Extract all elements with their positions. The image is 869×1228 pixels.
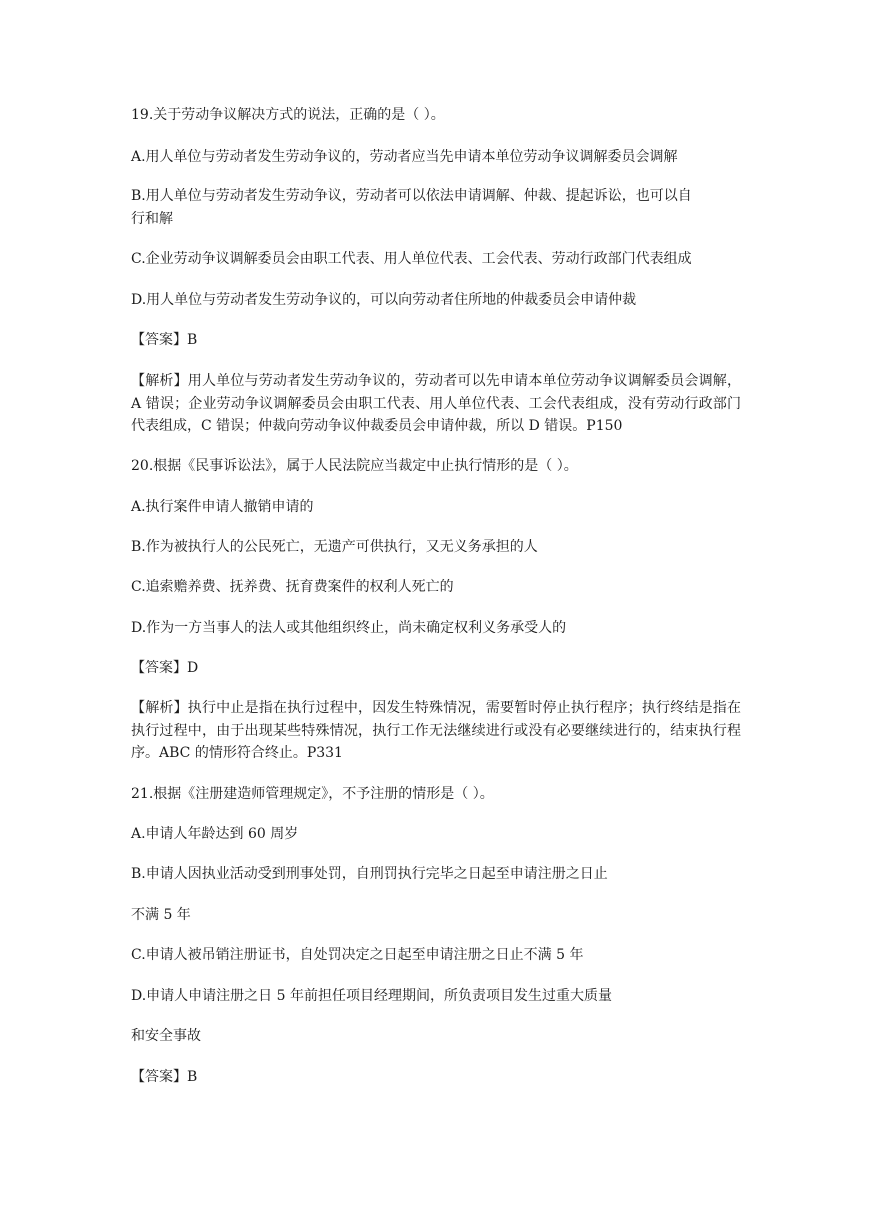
q19-answer: 【答案】B xyxy=(131,332,198,348)
q21-option-a: A.申请人年龄达到 60 周岁 xyxy=(131,826,299,842)
q19-option-b-line1: B.用人单位与劳动者发生劳动争议，劳动者可以依法申请调解、仲裁、提起诉讼，也可以自 xyxy=(131,188,692,204)
q20-option-b: B.作为被执行人的公民死亡，无遗产可供执行，又无义务承担的人 xyxy=(131,539,538,555)
q19-option-d: D.用人单位与劳动者发生劳动争议的，可以向劳动者住所地的仲裁委员会申请仲裁 xyxy=(131,292,637,308)
q19-analysis: 【解析】用人单位与劳动者发生劳动争议的，劳动者可以先申请本单位劳动争议调解委员会调解，A 错误；企业劳动争议调解委员会由职工代表、用人单位代表、工会代表组成，没有劳动行政部门代表组成，C 错误；仲裁向劳动争议仲裁委员会申请仲裁，所以 D 错误。P150 xyxy=(131,373,741,434)
q19-question: 19.关于劳动争议解决方式的说法，正确的是（ ）。 xyxy=(131,107,445,123)
q20-answer: 【答案】D xyxy=(131,660,199,676)
q19-option-a: A.用人单位与劳动者发生劳动争议的，劳动者应当先申请本单位劳动争议调解委员会调解 xyxy=(131,149,678,165)
q21-option-b-line1: B.申请人因执业活动受到刑事处罚，自刑罚执行完毕之日起至申请注册之日止 xyxy=(131,866,608,882)
q21-option-d-line1: D.申请人申请注册之日 5 年前担任项目经理期间，所负责项目发生过重大质量 xyxy=(131,988,612,1004)
q20-option-c: C.追索赡养费、抚养费、抚育费案件的权利人死亡的 xyxy=(131,579,454,595)
q19-option-c: C.企业劳动争议调解委员会由职工代表、用人单位代表、工会代表、劳动行政部门代表组成 xyxy=(131,251,692,267)
q21-answer: 【答案】B xyxy=(131,1069,198,1085)
q19-option-b-line2: 行和解 xyxy=(131,211,173,227)
q20-analysis: 【解析】执行中止是指在执行过程中，因发生特殊情况，需要暂时停止执行程序；执行终结是指在执行过程中，由于出现某些特殊情况，执行工作无法继续进行或没有必要继续进行的，结束执行程序。ABC 的情形符合终止。P331 xyxy=(131,700,741,761)
q21-option-d-line2: 和安全事故 xyxy=(131,1028,201,1044)
q21-question: 21.根据《注册建造师管理规定》，不予注册的情形是（ ）。 xyxy=(131,786,494,802)
q21-option-c: C.申请人被吊销注册证书，自处罚决定之日起至申请注册之日止不满 5 年 xyxy=(131,947,584,963)
q20-question: 20.根据《民事诉讼法》，属于人民法院应当裁定中止执行情形的是（ ）。 xyxy=(131,458,578,474)
q20-option-a: A.执行案件申请人撤销申请的 xyxy=(131,499,314,515)
q21-option-b-line2: 不满 5 年 xyxy=(131,907,191,923)
q20-option-d: D.作为一方当事人的法人或其他组织终止，尚未确定权利义务承受人的 xyxy=(131,620,567,636)
